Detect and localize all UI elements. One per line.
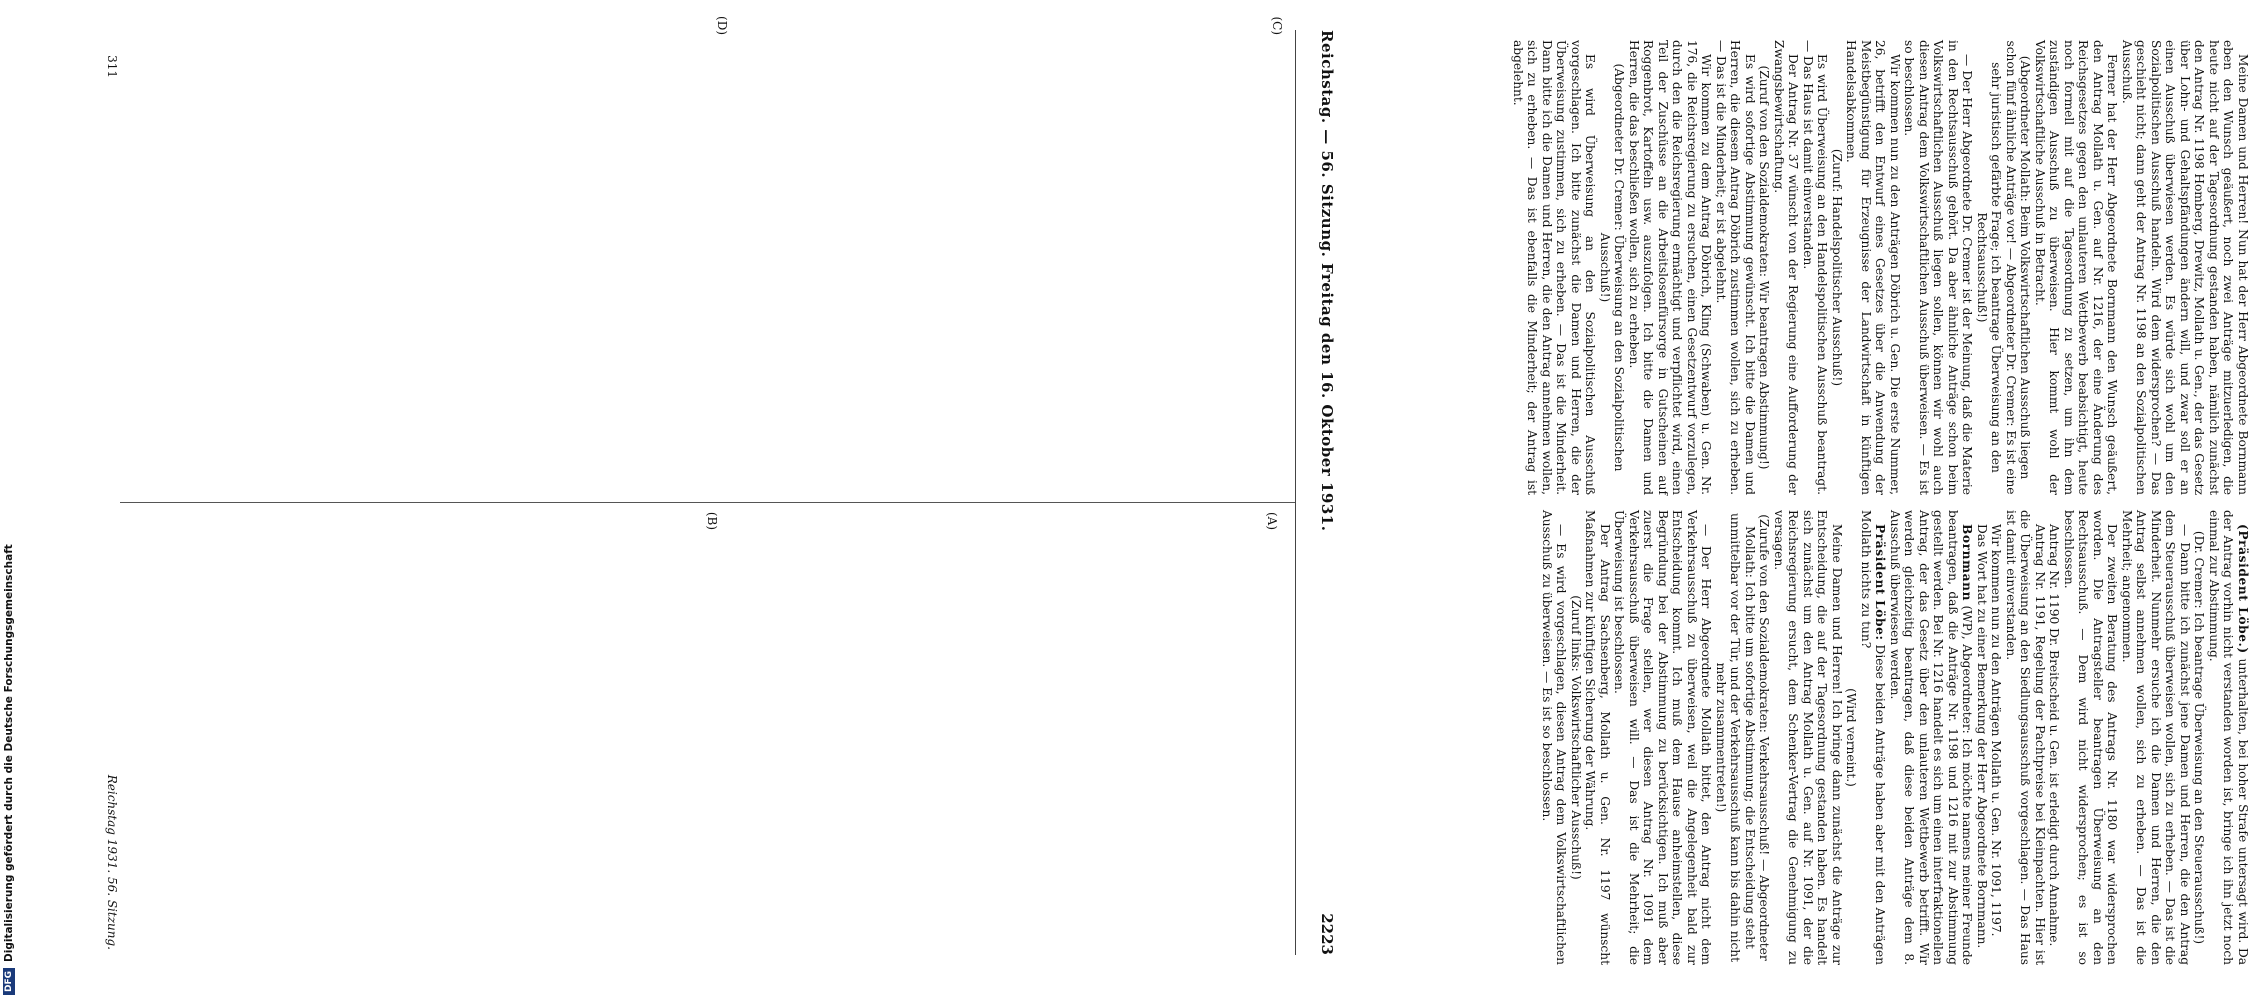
- dfg-logo: DFG: [3, 968, 15, 995]
- paragraph-text: Es wird sofortige Abstimmung gewünscht. Ich bitte die Damen und Herren, die diesem Antrag Döbrich zustimmen wollen, sich zu erheben. — Das ist die Minderheit; er ist abgelehnt.: [1714, 40, 1757, 495]
- column-divider: [120, 502, 1295, 503]
- paragraph-text: Ferner hat der Herr Abgeordnete Bornmann den Wunsch geäußert, den Antrag Mollath u. Gen. auf Nr. 1216, der eine Änderung des Reichsgesetzes gegen den unlauteren Wettbewerb beabsichtigt, heute noch formell mit auf die Tagesordnung zu setzen, um ihn dem zuständigen Ausschuß zu überweisen. Hier kommt wohl der Volkswirtschaftliche Ausschuß in Betracht.: [2033, 40, 2120, 495]
- paragraph: [1511, 40, 1598, 495]
- paragraph-text: unterhalten, bei hoher Strafe untersagt wird. Da der Antrag vorhin nicht verstanden worden ist, bringe ich ihn jetzt noch einmal zur Abstimmung.: [2207, 510, 2250, 966]
- paragraph-text: Wir kommen nun zu den Anträgen Mollath u. Gen. Nr. 1091, 1197.: [1989, 524, 2004, 937]
- paragraph: [1772, 40, 1801, 495]
- paragraph-text: Der Antrag Nr. 37 wünscht von der Regierung eine Aufforderung der Zwangsbewirtschaftung.: [1772, 40, 1801, 495]
- paragraph-text: Wir kommen nun zu den Anträgen Döbrich u. Gen. Die erste Nummer, 26, betrifft den Entwurf eines Gesetzes über die Anwendung der Meistbegünstigung für Erzeugnisse der Landwirtschaft in künftigen Handelsabkommen.: [1844, 40, 1902, 495]
- paragraph: [1772, 510, 1845, 965]
- speaker-name: Präsident Löbe:: [1873, 524, 1888, 641]
- paragraph-text: Es wird Überweisung an den Handelspolitischen Ausschuß beantragt. — Das Haus ist damit einverstanden.: [1801, 40, 1830, 495]
- paragraph-text: — Der Herr Abgeordnete Dr. Cremer ist der Meinung, daß die Materie in den Rechtsausschuß gehört. Da aber ähnliche Anträge schon beim Volkswirtschaftlichen Ausschuß liegen sollen, können wir wohl auch diesen Antrag dem Volkswirtschaftlichen Ausschuß überweisen. — Es ist so beschlossen.: [1902, 40, 1975, 495]
- paragraph-text: Das Wort hat zu einer Bemerkung der Herr Abgeordnete Bornmann.: [1975, 524, 1989, 949]
- paragraph: [1975, 510, 1990, 965]
- paragraph: [1583, 510, 1612, 965]
- paragraph: [2062, 510, 2120, 965]
- speaker-name: Bornmann: [1960, 524, 1975, 602]
- paragraph-text: (Zuruf von den Sozialdemokraten: Wir beantragen Abstimmung!): [1757, 65, 1772, 470]
- paragraph-text: Der zweiten Beratung des Antrags Nr. 1180 war widersprochen worden. Die Antragsteller beantragen Überweisung an den Rechtsausschuß. — Dem wird nicht widersprochen; es ist so beschlossen.: [2062, 510, 2120, 965]
- paragraph: [1757, 40, 1772, 495]
- paragraph-text: (Zuruf: Handelspolitischer Ausschuß!): [1830, 148, 1844, 387]
- footer-session: Reichstag 1931. 56. Sitzung.: [105, 774, 119, 950]
- speaker-name: (Präsident Löbe.): [2236, 524, 2250, 654]
- paragraph-text: Meine Damen und Herren! Nun hat der Herr Abgeordnete Bornmann eben den Wunsch geäußert, noch zwei Anträge mitzuerledigen, die heute nicht auf der Tagesordnung gestanden haben, nämlich zunächst den Antrag Nr. 1198 Homberg, Drewitz, Mollath u. Gen., der das Gesetz über Lohn- und Gehaltspfändungen ändern will, und zwar soll er an einen Ausschuß überwiesen werden. Es würde sich wohl um den Sozialpolitischen Ausschuß handeln. Wird dem widersprochen? — Das geschieht nicht; dann geht der Antrag Nr. 1198 an den Sozialpolitischen Ausschuß.: [2120, 40, 2250, 495]
- paragraph-text: (Zurufe von den Sozialdemokraten: Verkehrsausschuß! — Abgeordneter Mollath: Ich bitte um sofortige Abstimmung; die Entscheidung steht unmittelbar vor der Tür, und der Verkehrsausschuß kann bis dahin nicht mehr zusammentreten!): [1714, 512, 1772, 963]
- paragraph-text: (Dr. Cremer: Ich beantrage Überweisung an den Steuerausschuß!): [2192, 530, 2207, 945]
- right-column: [1175, 40, 2250, 495]
- paragraph: [1975, 40, 2033, 495]
- paragraph: [1859, 510, 1888, 965]
- margin-mark-a: (A): [1265, 511, 1279, 530]
- paragraph: [1902, 40, 1975, 495]
- paragraph-text: (Abgeordneter Dr. Cremer: Überweisung an den Sozialpolitischen Ausschuß!): [1598, 63, 1627, 472]
- paragraph: [1627, 40, 1714, 495]
- paragraph: [1569, 510, 1584, 965]
- credit-text: Digitalisierung gefördert durch die Deutsche Forschungsgemeinschaft: [3, 544, 15, 962]
- paragraph-text: — Dann bitte ich zunächst jene Damen und Herren, die den Antrag dem Steuerausschuß überweisen wollen, sich zu erheben. — Das ist die Minderheit. Nunmehr ersuche ich die Damen und Herren, die den Antrag selbst annehmen wollen, sich zu erheben. — Das ist die Mehrheit; angenommen.: [2120, 510, 2192, 965]
- paragraph-text: Es wird Überweisung an den Sozialpolitischen Ausschuß vorgeschlagen. Ich bitte zunächst die Damen und Herren, die der Überweisung zustimmen, sich zu erheben. — Das ist die Minderheit. Dann bitte ich die Damen und Herren, die den Antrag annehmen wollen, sich zu erheben. — Das ist ebenfalls die Minderheit; der Antrag ist abgelehnt.: [1511, 40, 1598, 495]
- paragraph: [1612, 510, 1714, 965]
- margin-mark-b: (B): [705, 511, 719, 530]
- paragraph-text: Der Antrag Sachsenberg, Mollath u. Gen. Nr. 1197 wünscht Maßnahmen zur künftigen Sicherung der Währung.: [1583, 510, 1612, 965]
- credit-line: [0, 5, 18, 995]
- paragraph-text: (Wird verneint.): [1844, 688, 1859, 787]
- paragraph: [1989, 510, 2004, 965]
- paragraph: [2033, 40, 2120, 495]
- paragraph: [1801, 40, 1830, 495]
- header-page-number: 2223: [1318, 913, 1336, 955]
- paragraph-text: Antrag Nr. 1190 Dr. Breitscheid u. Gen. ist erledigt durch Annahme.: [2047, 524, 2062, 947]
- paragraph-text: Antrag Nr. 1191, Regelung der Pachtpreise bei Kleinpachten. Hier ist die Überweisung an den Siedlungsausschuß vorgeschlagen. — Das Haus ist damit einverstanden.: [2004, 510, 2047, 965]
- paragraph: [2207, 510, 2250, 965]
- paragraph-text: Diese beiden Anträge haben aber mit den Anträgen Mollath nichts zu tun?: [1859, 510, 1888, 965]
- paragraph: [2192, 510, 2207, 965]
- paragraph: [2047, 510, 2062, 965]
- footer-page-number: 311: [105, 55, 119, 78]
- paragraph: [2004, 510, 2048, 965]
- paragraph: [2120, 40, 2250, 495]
- left-column: [1175, 510, 2250, 965]
- paragraph: [1830, 40, 1845, 495]
- paragraph-text: — Der Herr Abgeordnete Mollath bittet, den Antrag nicht dem Verkehrsausschuß zu überweisen, weil die Angelegenheit bald zur Entscheidung kommt. Ich muß dem Hause anheimstellen, diese Begründung bei der Abstimmung zu berücksichtigen. Ich muß aber zuerst die Frage stellen, wer diesen Antrag Nr. 1091 dem Verkehrsausschuß überweisen will. — Das ist die Mehrheit; die Überweisung ist beschlossen.: [1612, 510, 1714, 965]
- paragraph-text: — Es wird vorgeschlagen, diesen Antrag dem Volkswirtschaftlichen Ausschuß zu überweisen. — Es ist so beschlossen.: [1540, 510, 1569, 965]
- margin-mark-c: (C): [1270, 16, 1284, 35]
- paragraph: [1888, 510, 1975, 965]
- paragraph: [1714, 40, 1758, 495]
- paragraph: [1540, 510, 1569, 965]
- paragraph-text: (Zuruf links: Volkswirtschaftlicher Ausschuß!): [1569, 595, 1583, 880]
- header-title: Reichstag. — 56. Sitzung. Freitag den 16. Oktober 1931.: [1318, 30, 1336, 532]
- margin-mark-d: (D): [715, 16, 729, 35]
- paragraph-text: (Abgeordneter Mollath: Beim Volkswirtschaftlichen Ausschuß liegen schon fünf ähnliche Anträge vor! — Abgeordneter Dr. Cremer: Es ist eine sehr juristisch gefärbte Frage; ich beantrage Überweisung an den Rechtsausschuß!): [1975, 40, 2033, 495]
- paragraph: [1844, 510, 1859, 965]
- paragraph-text: Wir kommen zu dem Antrag Döbrich, Kling (Schwaben) u. Gen. Nr. 176, die Reichsregierung zu ersuchen, einen Gesetzentwurf vorzulegen, durch den die Reichsregierung ermächtigt und verpflichtet wird, einen Teil der Zuschüsse an die Arbeitslosenfürsorge in Gutscheinen auf Roggenbrot, Kartoffeln usw. auszufolgen. Ich bitte die Damen und Herren, die das beschließen wollen, sich zu erheben.: [1627, 40, 1714, 495]
- paragraph-text: (WP), Abgeordneter: Ich möchte namens meiner Freunde beantragen, daß die Anträge Nr. 1198 und 1216 mit zur Abstimmung gestellt werden. Bei Nr. 1216 handelt es sich um einen interfraktionellen Antrag, der das Gesetz über den unlauteren Wettbewerb betrifft. Wir werden gleichzeitig beantragen, daß diese beiden Anträge dem 8. Ausschuß überwiesen werden.: [1888, 510, 1975, 965]
- paragraph-text: Meine Damen und Herren! Ich bringe dann zunächst die Anträge zur Entscheidung, die auf der Tagesordnung gestanden haben. Es handelt sich zunächst um den Antrag Mollath u. Gen. auf Nr. 1091, der die Reichsregierung ersucht, dem Schenker-Vertrag die Genehmigung zu versagen.: [1772, 510, 1844, 965]
- paragraph: [1714, 510, 1772, 965]
- paragraph: [2120, 510, 2193, 965]
- paragraph: [1844, 40, 1902, 495]
- paragraph: [1598, 40, 1627, 495]
